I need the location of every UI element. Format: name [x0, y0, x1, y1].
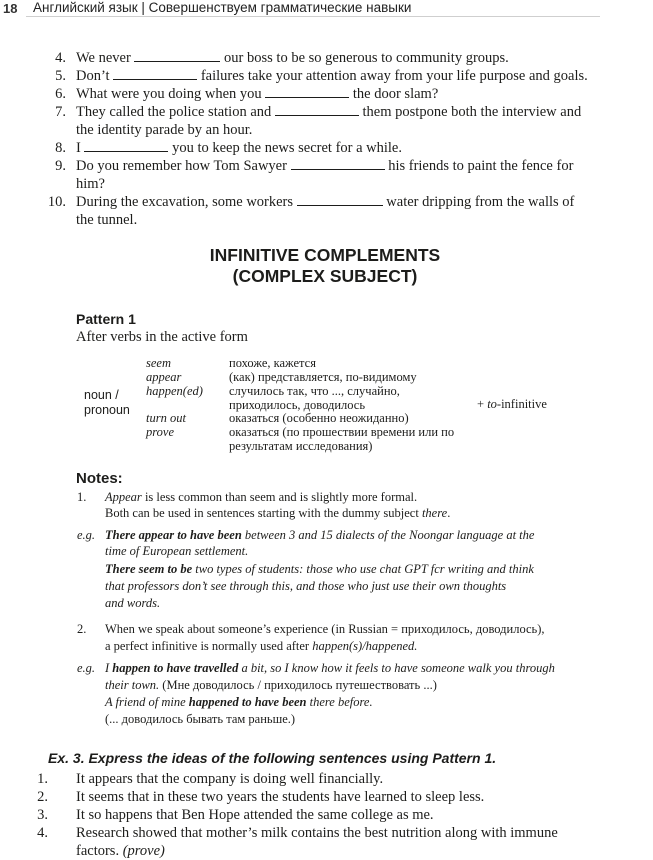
sentence-part: our boss to be so generous to community groups. [224, 50, 509, 66]
text-run: two types of students: those who use chat GPT fcr writing and think [192, 562, 534, 576]
answer-blank [84, 140, 168, 152]
text-run: their town. [105, 678, 160, 692]
example-line: and words. [105, 596, 161, 610]
item-number: 2. [37, 789, 48, 805]
page-number: 18 [3, 1, 18, 16]
note-line: When we speak about someone’s experience (in Russian = приходилось, доводилось), [105, 622, 545, 636]
item-number: 1. [37, 771, 48, 787]
hint-text: (prove) [122, 843, 165, 859]
verb: turn out [146, 411, 186, 425]
example-label: e.g. [77, 661, 96, 675]
sentence-continuation [76, 843, 165, 860]
header-rule [26, 16, 600, 17]
text-run: . [447, 506, 451, 520]
text-run: a bit, so I know how it feels to have someone walk you through [238, 661, 555, 675]
verb-translation: приходилось, доводилось [229, 398, 366, 412]
text-run: is less common than seem and is slightly more formal. [141, 490, 418, 504]
exercise-sentence [76, 158, 573, 175]
note-number: 1. [77, 490, 87, 504]
sentence-part: I [76, 140, 81, 156]
exercise-3-title: Ex. 3. Express the ideas of the following sentences using Pattern 1. [48, 750, 497, 766]
answer-blank [291, 158, 385, 170]
verb-translation: (как) представляется, по-видимому [229, 370, 417, 384]
label-line: pronoun [84, 403, 130, 417]
example-line [105, 562, 534, 576]
item-number: 5. [55, 68, 66, 84]
text-run: happened to have been [188, 695, 307, 709]
example-line: time of European settlement. [105, 544, 249, 558]
example-line [105, 661, 555, 675]
verb-translation: результатам исследования) [229, 439, 373, 453]
text-run: there before. [306, 695, 373, 709]
note-line [105, 639, 417, 653]
text-run: Appear [105, 490, 142, 504]
sentence-part: We never [76, 50, 131, 66]
item-number: 3. [37, 807, 48, 823]
item-number: 4. [37, 825, 48, 841]
text-run: Both can be used in sentences starting with the dummy subject [105, 506, 422, 520]
sentence-part: What were you doing when you [76, 86, 262, 102]
sentence-part: Don’t [76, 68, 110, 84]
exercise-sentence: It so happens that Ben Hope attended the same college as me. [76, 807, 434, 823]
exercise-sentence [76, 50, 509, 67]
item-number: 10. [47, 194, 66, 210]
sentence-part: the door slam? [352, 86, 439, 102]
note-line [105, 506, 450, 520]
answer-blank [134, 50, 220, 62]
exercise-sentence [76, 140, 402, 157]
item-number: 4. [55, 50, 66, 66]
sentence-continuation: him? [76, 176, 105, 192]
label-line: noun / [84, 388, 119, 402]
exercise-sentence: It seems that in these two years the students have learned to sleep less. [76, 789, 485, 805]
exercise-sentence [76, 86, 438, 103]
sentence-part: failures take your attention away from your life purpose and goals. [200, 68, 588, 84]
verb: appear [146, 370, 182, 384]
label-part: -infinitive [496, 397, 547, 411]
notes-title: Notes: [76, 470, 123, 487]
sentence-part: During the excavation, some workers [76, 194, 294, 210]
exercise-sentence: Research showed that mother’s milk contains the best nutrition along with immune [76, 825, 558, 841]
note-line [105, 490, 417, 504]
label-part: to [487, 397, 497, 411]
text-run: there [421, 506, 448, 520]
pattern-title: Pattern 1 [76, 311, 136, 327]
text-run: happen to have travelled [112, 661, 239, 675]
verb: prove [146, 425, 174, 439]
exercise-sentence: It appears that the company is doing well financially. [76, 771, 384, 787]
text-run: A friend of mine [105, 695, 189, 709]
item-number: 8. [55, 140, 66, 156]
answer-blank [297, 194, 383, 206]
item-number: 6. [55, 86, 66, 102]
verb-translation: оказаться (по прошествии времени или по [229, 425, 455, 439]
running-header [0, 0, 653, 20]
sentence-part: Do you remember how Tom Sawyer [76, 158, 287, 174]
verb-translation: случилось так, что ..., случайно, [229, 384, 400, 398]
section-subheading: (COMPLEX SUBJECT) [232, 266, 418, 286]
sentence-part: They called the police station and [76, 104, 272, 120]
sentence-continuation: the identity parade by an hour. [76, 122, 253, 138]
text-run: factors. [76, 843, 120, 859]
pattern-subtitle: After verbs in the active form [76, 329, 248, 345]
answer-blank [275, 104, 359, 116]
item-number: 7. [55, 104, 66, 120]
label-part: + [477, 397, 488, 411]
text-run: There seem to be [105, 562, 193, 576]
sentence-continuation: the tunnel. [76, 212, 138, 228]
answer-blank [265, 86, 349, 98]
running-title: Английский язык | Совершенствуем грамматические навыки [33, 0, 412, 15]
sentence-part: his friends to paint the fence for [388, 158, 574, 174]
text-run: between 3 and 15 dialects of the Noongar language at the [241, 528, 535, 542]
exercise-sentence [76, 68, 588, 85]
example-label: e.g. [77, 528, 96, 542]
exercise-sentence [76, 104, 581, 121]
pattern-infinitive-label [477, 397, 547, 412]
text-run: I [105, 661, 113, 675]
pattern-subject-label [84, 388, 130, 418]
text-run: There appear to have been [105, 528, 242, 542]
answer-blank [113, 68, 197, 80]
verb: happen(ed) [146, 384, 203, 398]
example-line [105, 678, 437, 692]
sentence-part: them postpone both the interview and [362, 104, 582, 120]
section-heading: INFINITIVE COMPLEMENTS [209, 245, 441, 265]
text-run: happen(s)/happened. [312, 639, 418, 653]
example-line [105, 695, 373, 709]
verb-translation: похоже, кажется [229, 356, 316, 370]
sentence-part: water dripping from the walls of [386, 194, 575, 210]
sentence-part: you to keep the news secret for a while. [172, 140, 402, 156]
example-line [105, 528, 534, 542]
verb-translation: оказаться (особенно неожиданно) [229, 411, 409, 425]
text-run: (Мне доводилось / приходилось путешествовать ...) [159, 678, 437, 692]
text-run: a perfect infinitive is normally used after [105, 639, 313, 653]
item-number: 9. [55, 158, 66, 174]
example-line: (... доводилось бывать там раньше.) [105, 712, 296, 726]
note-number: 2. [77, 622, 87, 636]
example-line: that professors don’t see through this, and those who just use their own thoughts [105, 579, 507, 593]
verb: seem [146, 356, 171, 370]
exercise-sentence [76, 194, 574, 211]
